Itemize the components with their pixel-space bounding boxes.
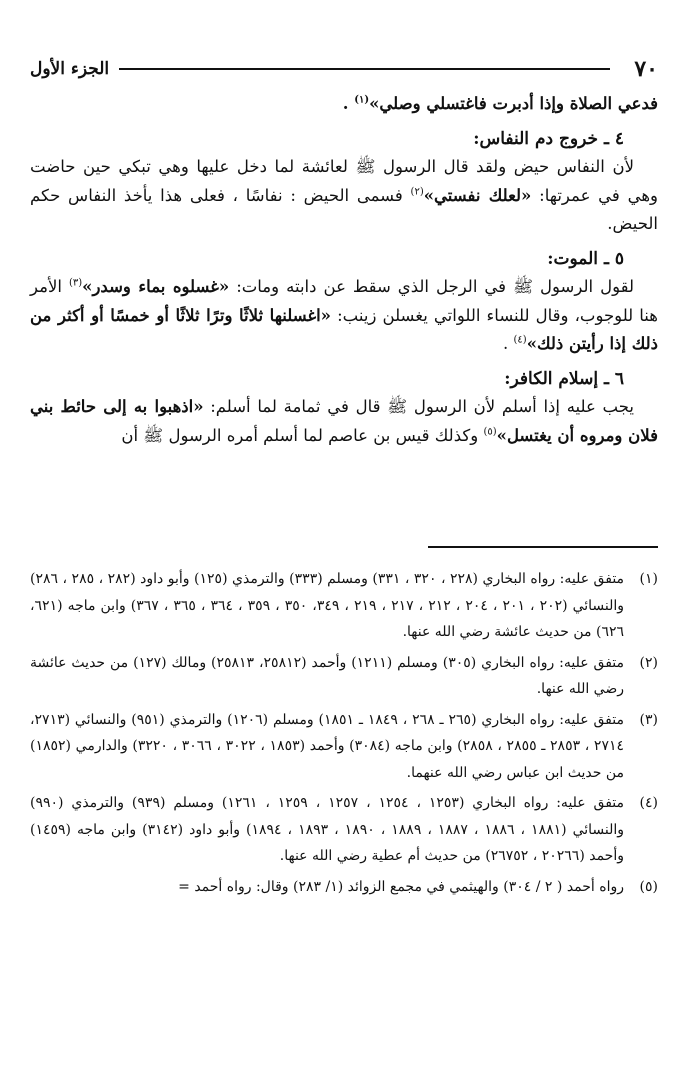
paragraph-4-text-b: فسمى الحيض : نفاسًا ، فعلى هذا يأخذ النفاس حكم الحيض. xyxy=(30,185,658,233)
footnote-number: (٤) xyxy=(639,795,658,811)
footnote xyxy=(30,650,658,703)
page-number: ٧٠ xyxy=(634,56,658,82)
paragraph-6-text-a: يجب عليه إذا أسلم لأن الرسول ﷺ قال في ثمامة لما أسلم: xyxy=(210,397,634,416)
sentence-end: . xyxy=(503,334,509,353)
paragraph-6 xyxy=(30,393,658,450)
paragraph-4-text-a: لأن النفاس حيض ولقد قال الرسول ﷺ لعائشة لما دخل عليها وهي تبكي حين حاضت وهي في عمرتها: xyxy=(30,157,658,205)
paragraph-5-quote-2: «اغسلنها ثلاثًا وترًا ثلاثًا أو خمسًا أو أكثر من ذلك إذا رأيتن ذلك» xyxy=(30,305,658,353)
part-title: الجزء الأول xyxy=(30,59,110,79)
paragraph-4-quote: «لعلك نفستي» xyxy=(423,185,532,205)
sentence-end: . xyxy=(342,94,349,113)
section-heading-6: ٦ ـ إسلام الكافر: xyxy=(504,368,624,389)
quote-text: فدعي الصلاة وإذا أدبرت فاغتسلي وصلي» xyxy=(369,94,658,113)
paragraph-4 xyxy=(30,153,658,239)
paragraph-5-text-b: الأمر هنا للوجوب، وقال للنساء اللواتي يغسلن زينب: xyxy=(30,277,658,325)
footnote-separator xyxy=(428,546,658,548)
paragraph-5-text-a: لقول الرسول ﷺ في الرجل الذي سقط عن دابته ومات: xyxy=(236,277,635,296)
paragraph-5-quote-1: «غسلوه بماء وسدر» xyxy=(82,277,230,296)
footnote-text: متفق عليه: رواه البخاري (٢٦٥ ـ ٢٦٨ ، ١٨٤٩ ـ ١٨٥١) ومسلم (١٢٠٦) والترمذي (٩٥١) والنسائي (٢٧١٣، ٢٧١٤ ، ٢٨٥٣ ـ ٢٨٥٥ ، ٢٨٥٨) وابن ماجه (٣٠٨٤) وأحمد (١٨٥٣ ، ٣٠٢٢ ، ٣٠٦٦ ، ٣٢٢٠) والدارمي (١٨٥٢) من حديث ابن عباس رضي الله عنهما. xyxy=(30,711,624,781)
footnotes xyxy=(30,566,658,904)
footnote-text: رواه أحمد ( ٢ / ٣٠٤) والهيثمي في مجمع الزوائد (١/ ٢٨٣) وقال: رواه أحمد = xyxy=(178,878,624,895)
footnote-number: (١) xyxy=(639,571,658,587)
footnote xyxy=(30,790,658,870)
section-heading-5: ٥ ـ الموت: xyxy=(547,248,624,269)
footnote xyxy=(30,874,658,901)
footnote-ref-4: (٤) xyxy=(513,334,527,346)
footnote-number: (٣) xyxy=(639,711,658,728)
footnote-number: (٥) xyxy=(639,878,658,895)
footnote-text: متفق عليه: رواه البخاري (٣٠٥) ومسلم (١٢١١) وأحمد (٢٥٨١٢، ٢٥٨١٣) ومالك (١٢٧) من حديث عائشة رضي الله عنها. xyxy=(30,654,624,697)
footnote-ref-1: (١) xyxy=(354,94,370,106)
main-text xyxy=(30,90,658,450)
footnote-ref-3: (٣) xyxy=(68,277,83,289)
page-header xyxy=(30,54,658,84)
footnote-text: متفق عليه: رواه البخاري (١٢٥٣ ، ١٢٥٤ ، ١٢٥٧ ، ١٢٥٩ ، ١٢٦١) ومسلم (٩٣٩) والترمذي (٩٩٠) والنسائي (١٨٨١ ، ١٨٨٦ ، ١٨٨٧ ، ١٨٨٩ ، ١٨٩٠ ، ١٨٩٣ ، ١٨٩٤) وأبو داود (٣١٤٢) وابن ماجه (١٤٥٩) وأحمد (٢٠٢٦٦ ، ٢٦٧٥٢) من حديث أم عطية رضي الله عنها. xyxy=(30,795,625,864)
continued-quote-line xyxy=(30,90,658,119)
paragraph-6-text-b: وكذلك قيس بن عاصم لما أسلم أمره الرسول ﷺ أن xyxy=(121,425,479,445)
footnote xyxy=(30,707,658,787)
paragraph-6-quote: «اذهبوا به إلى حائط بني فلان ومروه أن يغتسل» xyxy=(30,397,658,445)
paragraph-5 xyxy=(30,273,658,359)
footnote-ref-2: (٢) xyxy=(410,186,424,197)
book-page xyxy=(30,0,658,1065)
footnote-text: متفق عليه: رواه البخاري (٢٢٨ ، ٣٢٠ ، ٣٣١) ومسلم (٣٣٣) والترمذي (١٢٥) وأبو داود (٢٨٢ ، ٢٨٥ ، ٢٨٦) والنسائي (٢٠٢ ، ٢٠١ ، ٢٠٤ ، ٢١٢ ، ٢١٧ ، ٢١٩ ، ٣٤٩، ٣٥٠ ، ٣٥٩ ، ٣٦٤ ، ٣٦٥ ، ٣٦٧) وابن ماجه (٦٢١، ٦٢٦) من حديث عائشة رضي الله عنها. xyxy=(30,571,625,640)
header-rule xyxy=(119,68,610,70)
section-heading-4: ٤ ـ خروج دم النفاس: xyxy=(473,128,624,149)
footnote xyxy=(30,566,658,646)
footnote-ref-5: (٥) xyxy=(483,426,497,437)
footnote-number: (٢) xyxy=(639,654,658,671)
